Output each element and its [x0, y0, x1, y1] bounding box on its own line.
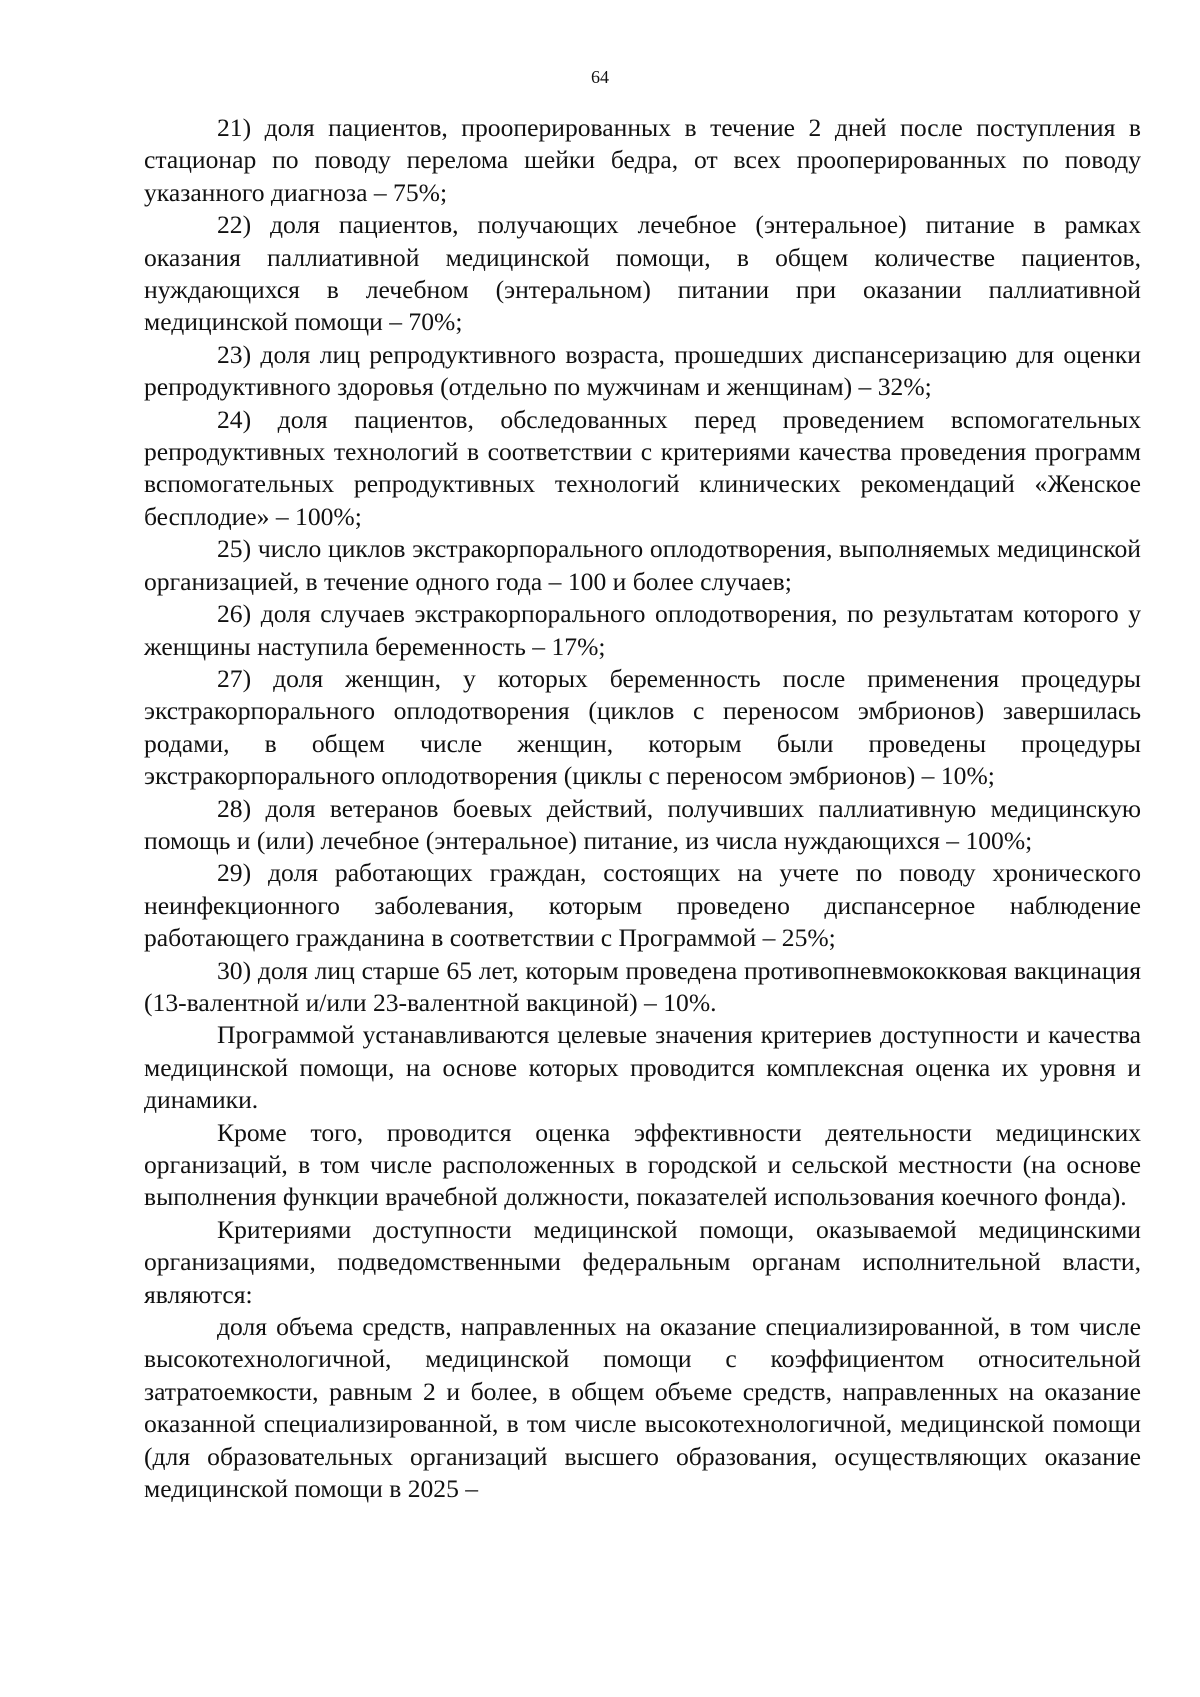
- page-number: 64: [591, 67, 609, 87]
- document-body: [144, 112, 1141, 1505]
- paragraph-item-30: 30) доля лиц старше 65 лет, которым проведена противопневмококковая вакцинация (13-валентной и/или 23-валентной вакциной) – 10%.: [144, 955, 1141, 1017]
- paragraph-item-21: 21) доля пациентов, прооперированных в течение 2 дней после поступления в стационар по поводу перелома шейки бедра, от всех прооперированных по поводу указанного диагноза – 75%;: [144, 113, 1141, 207]
- paragraph-item-26: 26) доля случаев экстракорпорального оплодотворения, по результатам которого у женщины наступила беременность – 17%;: [144, 599, 1141, 661]
- paragraph-item-22: 22) доля пациентов, получающих лечебное (энтеральное) питание в рамках оказания паллиативной медицинской помощи, в общем количестве пациентов, нуждающихся в лечебном (энтеральном) питании при оказании паллиативной медицинской помощи – 70%;: [144, 210, 1141, 337]
- paragraph-item-29: 29) доля работающих граждан, состоящих на учете по поводу хронического неинфекционного заболевания, которым проведено диспансерное наблюдение работающего гражданина в соответствии с Программой – 25%;: [144, 858, 1141, 953]
- paragraph-funding-share: доля объема средств, направленных на оказание специализированной, в том числе высокотехнологичной, медицинской помощи с коэффициентом относительной затратоемкости, равным 2 и более, в общем объеме средств, направленных на оказание оказанной специализированной, в том числе высокотехнологичной, медицинской помощи (для образовательных организаций высшего образования, осуществляющих оказание медицинской помощи в 2025 –: [144, 1312, 1141, 1504]
- paragraph-item-24: 24) доля пациентов, обследованных перед проведением вспомогательных репродуктивных технологий в соответствии с критериями качества проведения программ вспомогательных репродуктивных технологий клинических рекомендаций «Женское бесплодие» – 100%;: [144, 404, 1141, 531]
- paragraph-item-23: 23) доля лиц репродуктивного возраста, прошедших диспансеризацию для оценки репродуктивного здоровья (отдельно по мужчинам и женщинам) – 32%;: [144, 339, 1141, 402]
- paragraph-item-27: 27) доля женщин, у которых беременность после применения процедуры экстракорпорального оплодотворения (циклов с переносом эмбрионов) завершилась родами, в общем числе женщин, которым были проведены процедуры экстракорпорального оплодотворения (циклы с переносом эмбрионов) – 10%;: [144, 663, 1141, 791]
- paragraph-efficiency-assessment: Кроме того, проводится оценка эффективности деятельности медицинских организаций, в том числе расположенных в городской и сельской местности (на основе выполнения функции врачебной должности, показателей использования коечного фонда).: [144, 1117, 1141, 1212]
- paragraph-item-25: 25) число циклов экстракорпорального оплодотворения, выполняемых медицинской организацией, в течение одного года – 100 и более случаев;: [144, 534, 1141, 596]
- paragraph-item-28: 28) доля ветеранов боевых действий, получивших паллиативную медицинскую помощь и (или) лечебное (энтеральное) питание, из числа нуждающихся – 100%;: [144, 793, 1141, 855]
- paragraph-accessibility-criteria: Критериями доступности медицинской помощи, оказываемой медицинскими организациями, подведомственными федеральным органам исполнительной власти, являются:: [144, 1214, 1141, 1309]
- paragraph-target-values: Программой устанавливаются целевые значения критериев доступности и качества медицинской помощи, на основе которых проводится комплексная оценка их уровня и динамики.: [144, 1020, 1141, 1115]
